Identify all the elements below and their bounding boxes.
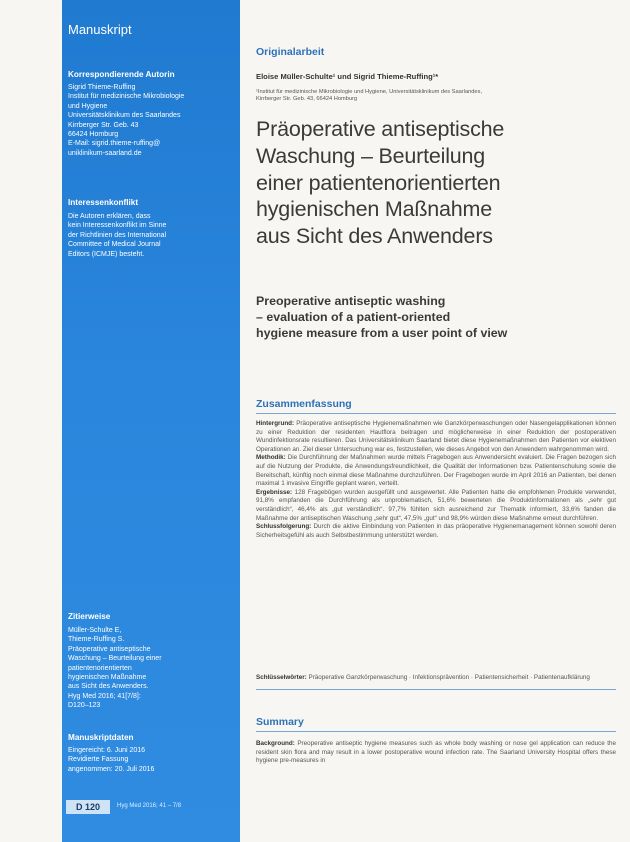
sidebar-panel [62,0,240,842]
abstract-methods-text: Die Durchführung der Maßnahmen wurde mittels Fragebogen aus Anwendersicht evaluiert. Die Fragen bezogen sich auf die Nutzung der Produkte, die Anwendungsfreundlichkeit, die Qualität der Informationen bzw. Patientenschulung sowie die Bereitschaft, künftig noch einmal diese Maßnahme durchzuführen. Der Fragebogen wurde im April 2016 an Patienten, bei denen maximal 1 invasive Eingriffe geplant waren, verteilt. [256,454,617,488]
conflict-text: Die Autoren erklären, dass kein Interessenkonflikt im Sinne der Richtlinien des International Committee of Medical Journal Editors (ICMJE) besteht. [68,213,167,258]
abstract-results-label: Ergebnisse: [256,488,293,496]
dates-text: Eingereicht: 6. Juni 2016 Revidierte Fassung angenommen: 20. Juli 2016 [68,747,155,773]
conflict-heading: Interessenkonflikt [68,198,139,207]
abstract-results-text: 128 Fragebögen wurden ausgefüllt und ausgewertet. Alle Patienten hatte die empfohlenen Produkte verwendet, 91,8% empfanden die Durchführung als unproblematisch, 51,6% bewerteten die Produktinformationen als „sehr gut verständlich“, 46,4% als „gut verständlich“. 97,7% fühlten sich ausreichend zur Thematik informiert, 33,6% fanden die Maßnahme der antiseptischen Waschung „sehr gut“, 47,5% „gut“ und 98,9% würden diese Maßnahme erneut durchführen. [256,488,617,522]
abstract-conclusion-text: Durch die aktive Einbindung von Patienten in das präoperative Hygienemanagement können sowohl deren Sicherheitsgefühl als auch Selbstbestimmung unterstützt werden. [256,523,617,539]
correspondence-text: Sigrid Thieme-Ruffing Institut für medizinische Mikrobiologie und Hygiene Universitätsklinikum des Saarlandes Kirrberger Str. Geb. 43 66424 Homburg E-Mail: sigrid.thieme-ruffing@ uniklinikum-saarland.de [68,84,185,157]
citation-heading: Zitierweise [68,612,111,621]
article-kicker: Originalarbeit [256,46,325,58]
abstract-results [256,489,616,523]
keywords-label: Schlüsselwörter: [256,674,307,681]
summary-background-label: Background: [256,740,295,747]
abstract-conclusion [256,523,616,540]
abstract-background [256,420,616,454]
abstract-methods-label: Methodik: [256,454,286,462]
manuscript-badge: Manuskript [68,22,132,37]
correspondence-heading: Korrespondierende Autorin [68,70,175,79]
abstract-methods [256,454,616,488]
zusammenfassung-body [256,420,616,540]
abstract-background-label: Hintergrund: [256,420,295,427]
article-title-german: Präoperative antiseptische Waschung – Beurteilung einer patientenorientierten hygienischen Maßnahme aus Sicht des Anwenders [256,117,505,249]
article-affiliation: ¹Institut für medizinische Mikrobiologie und Hygiene, Universitätsklinikum des Saarlandes, Kirrberger Str. Geb. 43, 66424 Homburg [256,89,483,102]
page-number: D 120 [66,800,110,814]
keywords-block [256,674,616,690]
dates-heading: Manuskriptdaten [68,733,134,742]
summary-background-text: Preoperative antiseptic hygiene measures such as whole body washing or nose gel application can reduce the resident skin flora and may result in a lower postoperative wound infection rate. The Saarland University Hospital offers these hygiene pre-measures in [256,740,617,765]
journal-footer: Hyg Med 2016; 41 – 7/8 [117,803,182,809]
summary-body [256,740,616,766]
article-main [256,0,616,842]
abstract-conclusion-label: Schlussfolgerung: [256,523,312,531]
article-authors: Eloise Müller-Schulte¹ und Sigrid Thieme-Ruffing¹* [256,72,439,81]
summary-heading: Summary [256,716,616,732]
citation-text: Müller-Schulte E, Thieme-Ruffing S. Präoperative antiseptische Waschung – Beurteilung einer patientenorientierten hygienischen Maßnahme aus Sicht des Anwenders. Hyg Med 2016; 41[7/8]: D120–123 [68,627,162,710]
article-title-english: Preoperative antiseptic washing – evaluation of a patient-oriented hygiene measure from a user point of view [256,294,508,340]
zusammenfassung-heading: Zusammenfassung [256,398,616,414]
keywords-text: Präoperative Ganzkörperwaschung · Infektionsprävention · Patientensicherheit · Patientenaufklärung [308,674,590,681]
abstract-background-text: Präoperative antiseptische Hygienemaßnahmen wie Ganzkörperwaschungen oder Nasengelapplikationen können zu einer Reduktion der residenten Hautflora beitragen und möglicherweise in einer Reduktion der postoperativen Wundinfektionsrate resultieren. Das Universitätsklinikum Saarland bietet diese Hygienemaßnahmen den Patienten vor elektiven Operationen an. Ziel dieser Untersuchung war es, festzustellen, wie dieses Angebot von den Anwendern wahrgenommen wird. [256,420,617,453]
